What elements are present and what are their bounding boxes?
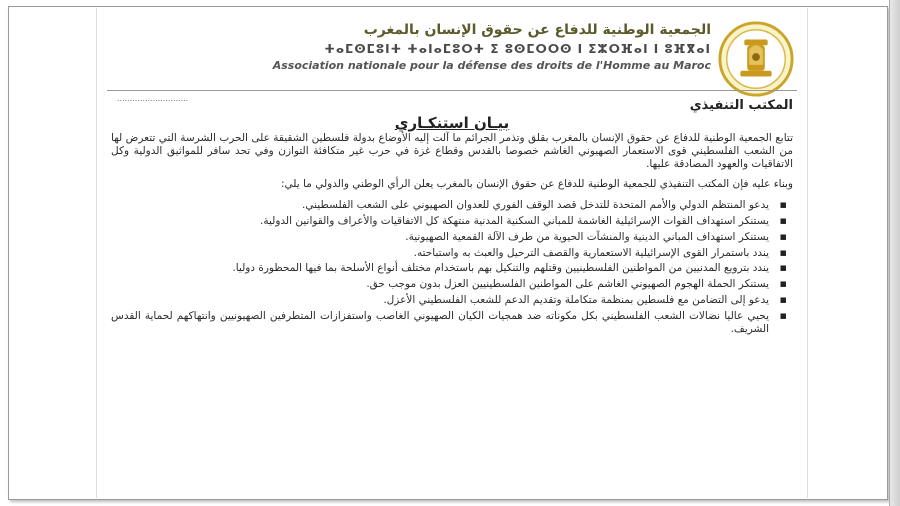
list-item: ▪ يدعو المنتظم الدولي والأمم المتحدة للتدخل قصد الوقف الفوري للعدوان الصهيوني على الشعب الفلسطيني. [111,199,769,212]
header-divider [107,90,797,91]
list-item: ▪ يندد باستمرار القوى الإسرائيلية الاستعمارية والقصف الترحيل والعبث به واستباحته. [111,247,769,260]
list-item: ▪ يندد بترويع المدنيين من المواطنين الفلسطينيين وقتلهم والتنكيل بهم باستخدام مختلف أنواع الأسلحة بما فيها المحظورة دوليا. [111,262,769,275]
list-item: ▪ يستنكر الحملة الهجوم الصهيوني الغاشم على المواطنين الفلسطينيين العزل بدون موجب حق. [111,278,769,291]
letterhead [211,20,711,74]
association-name-arabic: الجمعية الوطنية للدفاع عن حقوق الإنسان بالمغرب [363,22,711,38]
scrollbar[interactable] [889,0,900,506]
association-name-tifinagh: ⵜⴰⵎⵙⵎⵓⵏⵜ ⵜⴰⵏⴰⵎⵓⵔⵜ ⵉ ⵓⵙⵎⵔⵔⵙ ⵏ ⵉⵣⵔⴼⴰⵏ ⵏ ⵓⴼⴳⴰⵏ [324,42,711,56]
list-item: ▪ يستنكر استهداف القوات الإسرائيلية الغاشمة للمباني السكنية المدنية منتهكة كل الاتفاقيات والأعراف والقوانين الدولية. [111,215,769,228]
document-page [96,8,808,498]
intro-paragraph: تتابع الجمعية الوطنية للدفاع عن حقوق الإنسان بالمغرب بقلق وتذمر الجرائم ما آلت إليه الأوضاع بدولة فلسطين الشقيقة على الحرب الشرسة التي تتعرض لها من الشعب الفلسطيني قوى الاستعمار الصهيوني الغاشم خصوصا بالقدس وقطاع غزة في حرب غير متكافئة التوازن وفي تحد سافر للمواثيق الدولية وكل الاتفاقيات والعهود المصادقة عليها. [111,132,793,170]
list-item: ▪ يستنكر استهداف المباني الدينية والمنشآت الحيوية من طرف الآلة القمعية الصهيونية. [111,231,769,244]
association-name-french: Association nationale pour la défense des droits de l'Homme au Maroc [272,59,711,72]
list-item: ▪ يدعو إلى التضامن مع فلسطين بمنظمة متكاملة وتقديم الدعم للشعب الفلسطيني الأعزل. [111,294,769,307]
demands-list [111,199,793,335]
office-label: المكتب التنفيذي [689,98,793,113]
list-item: ▪ يحيي عاليا نضالات الشعب الفلسطيني بكل مكوناته ضد همجيات الكيان الصهيوني الغاصب واستفزازات المتطرفين الصهيونيين وانتهاكهم لحماية القدس الشريف. [111,310,769,336]
document-title: بيـان استنكـاري [394,114,510,132]
reference-line: ............................ [117,94,189,103]
document-body [111,132,793,338]
association-logo [717,20,795,98]
statement-paragraph: وبناء عليه فإن المكتب التنفيذي للجمعية الوطنية للدفاع عن حقوق الإنسان بالمغرب يعلن الرأي الوطني والدولي ما يلي: [281,178,793,191]
